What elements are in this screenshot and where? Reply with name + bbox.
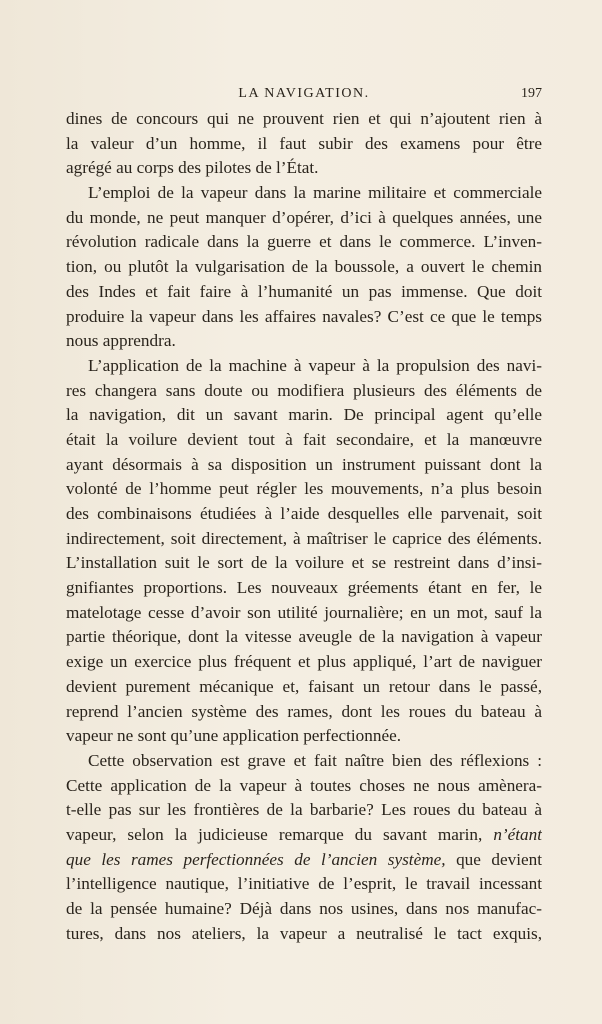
text-line xyxy=(66,305,542,330)
text-line xyxy=(66,749,542,774)
line-text: matelotage cesse d’avoir son utilité journalière; en un mot, sauf la xyxy=(66,602,542,622)
text-line xyxy=(66,132,542,157)
text-line xyxy=(66,107,542,132)
line-text: ayant désormais à sa disposition un instrument puissant dont la xyxy=(66,454,542,474)
line-text: produire la vapeur dans les affaires navales? C’est ce que le temps xyxy=(66,306,542,326)
line-text: L’installation suit le sort de la voilure et se restreint dans d’insi- xyxy=(66,553,542,573)
text-line xyxy=(66,379,542,404)
text-line xyxy=(66,527,542,552)
text-line xyxy=(66,798,542,823)
text-line xyxy=(66,181,542,206)
line-text: l’intelligence nautique, l’initiative de l’esprit, le travail incessant xyxy=(66,874,542,894)
text-line xyxy=(66,156,542,181)
line-text: Cette application de la vapeur à toutes choses ne nous amènera- xyxy=(66,775,542,795)
line-text: L’emploi de la vapeur dans la marine militaire et commerciale xyxy=(88,183,542,203)
line-text: agrégé au corps des pilotes de l’État. xyxy=(66,158,319,178)
text-line xyxy=(66,576,542,601)
text-line xyxy=(66,848,542,873)
text-line xyxy=(66,625,542,650)
text-line xyxy=(66,897,542,922)
line-text: volonté de l’homme peut régler les mouvements, n’a plus besoin xyxy=(66,479,542,499)
line-text: tion, ou plutôt la vulgarisation de la boussole, a ouvert le chemin xyxy=(66,257,542,277)
text-line xyxy=(66,700,542,725)
text-line xyxy=(66,601,542,626)
line-text: était la voilure devient tout à fait secondaire, et la manœuvre xyxy=(66,429,542,449)
text-line xyxy=(66,329,542,354)
line-text: révolution radicale dans la guerre et dans le commerce. L’inven- xyxy=(66,232,542,252)
running-head xyxy=(66,86,542,108)
text-line xyxy=(66,206,542,231)
line-text: des combinaisons étudiées à l’aide desquelles elle parvenait, soit xyxy=(66,504,542,523)
text-line xyxy=(66,354,542,379)
line-text: la valeur d’un homme, il faut subir des examens pour être xyxy=(66,133,542,153)
line-text: exige un exercice plus fréquent et plus appliqué, l’art de naviguer xyxy=(66,652,542,672)
line-text: t-elle pas sur les frontières de la barbarie? Les roues du bateau à xyxy=(66,800,542,820)
line-text: que devient xyxy=(456,849,542,869)
text-line xyxy=(66,823,542,848)
text-line xyxy=(66,922,542,947)
page-number: 197 xyxy=(521,86,542,101)
line-text: vapeur, selon la judicieuse remarque du savant marin, xyxy=(66,824,483,844)
line-text: Cette observation est grave et fait naître bien des réflexions : xyxy=(88,750,542,770)
line-text: L’application de la machine à vapeur à la propulsion des navi- xyxy=(88,355,542,375)
line-text: devient purement mécanique et, faisant un retour dans le passé, xyxy=(66,676,542,696)
line-text: gnifiantes proportions. Les nouveaux gréements étant en fer, le xyxy=(66,578,542,598)
text-line xyxy=(66,724,542,749)
line-text: dines de concours qui ne prouvent rien et qui n’ajoutent rien à xyxy=(66,109,542,128)
line-text: la navigation, dit un savant marin. De principal agent qu’elle xyxy=(66,405,542,425)
text-line xyxy=(66,774,542,799)
text-line xyxy=(66,551,542,576)
text-line xyxy=(66,650,542,675)
line-text: res changera sans doute ou modifiera plusieurs des éléments de xyxy=(66,380,542,400)
text-line xyxy=(66,502,542,527)
line-text: du monde, ne peut manquer d’opérer, d’ici à quelques années, une xyxy=(66,207,542,227)
line-text: vapeur ne sont qu’une application perfectionnée. xyxy=(66,726,402,746)
line-text: de la pensée humaine? Déjà dans nos usines, dans nos manufac- xyxy=(66,899,542,918)
text-line xyxy=(66,280,542,305)
text-line xyxy=(66,453,542,478)
running-title: LA NAVIGATION. xyxy=(238,86,370,101)
italic-span: n’étant xyxy=(493,824,542,844)
line-text: reprend l’ancien système des rames, dont les roues du bateau à xyxy=(66,701,542,721)
italic-span: que les rames perfectionnées de l’ancien système, xyxy=(66,849,446,869)
text-line xyxy=(66,255,542,280)
line-text: des Indes et fait faire à l’humanité un pas immense. Que doit xyxy=(66,281,542,301)
text-line xyxy=(66,477,542,502)
line-text: nous apprendra. xyxy=(66,331,176,351)
text-line xyxy=(66,675,542,700)
text-line xyxy=(66,403,542,428)
line-text: tures, dans nos ateliers, la vapeur a neutralisé le tact exquis, xyxy=(66,923,542,943)
text-line xyxy=(66,428,542,453)
text-line xyxy=(66,872,542,897)
text-line xyxy=(66,230,542,255)
line-text: partie théorique, dont la vitesse aveugle de la navigation à vapeur xyxy=(66,627,542,647)
body-text xyxy=(66,107,542,946)
line-text: indirectement, soit directement, à maîtriser le caprice des éléments. xyxy=(66,528,542,548)
